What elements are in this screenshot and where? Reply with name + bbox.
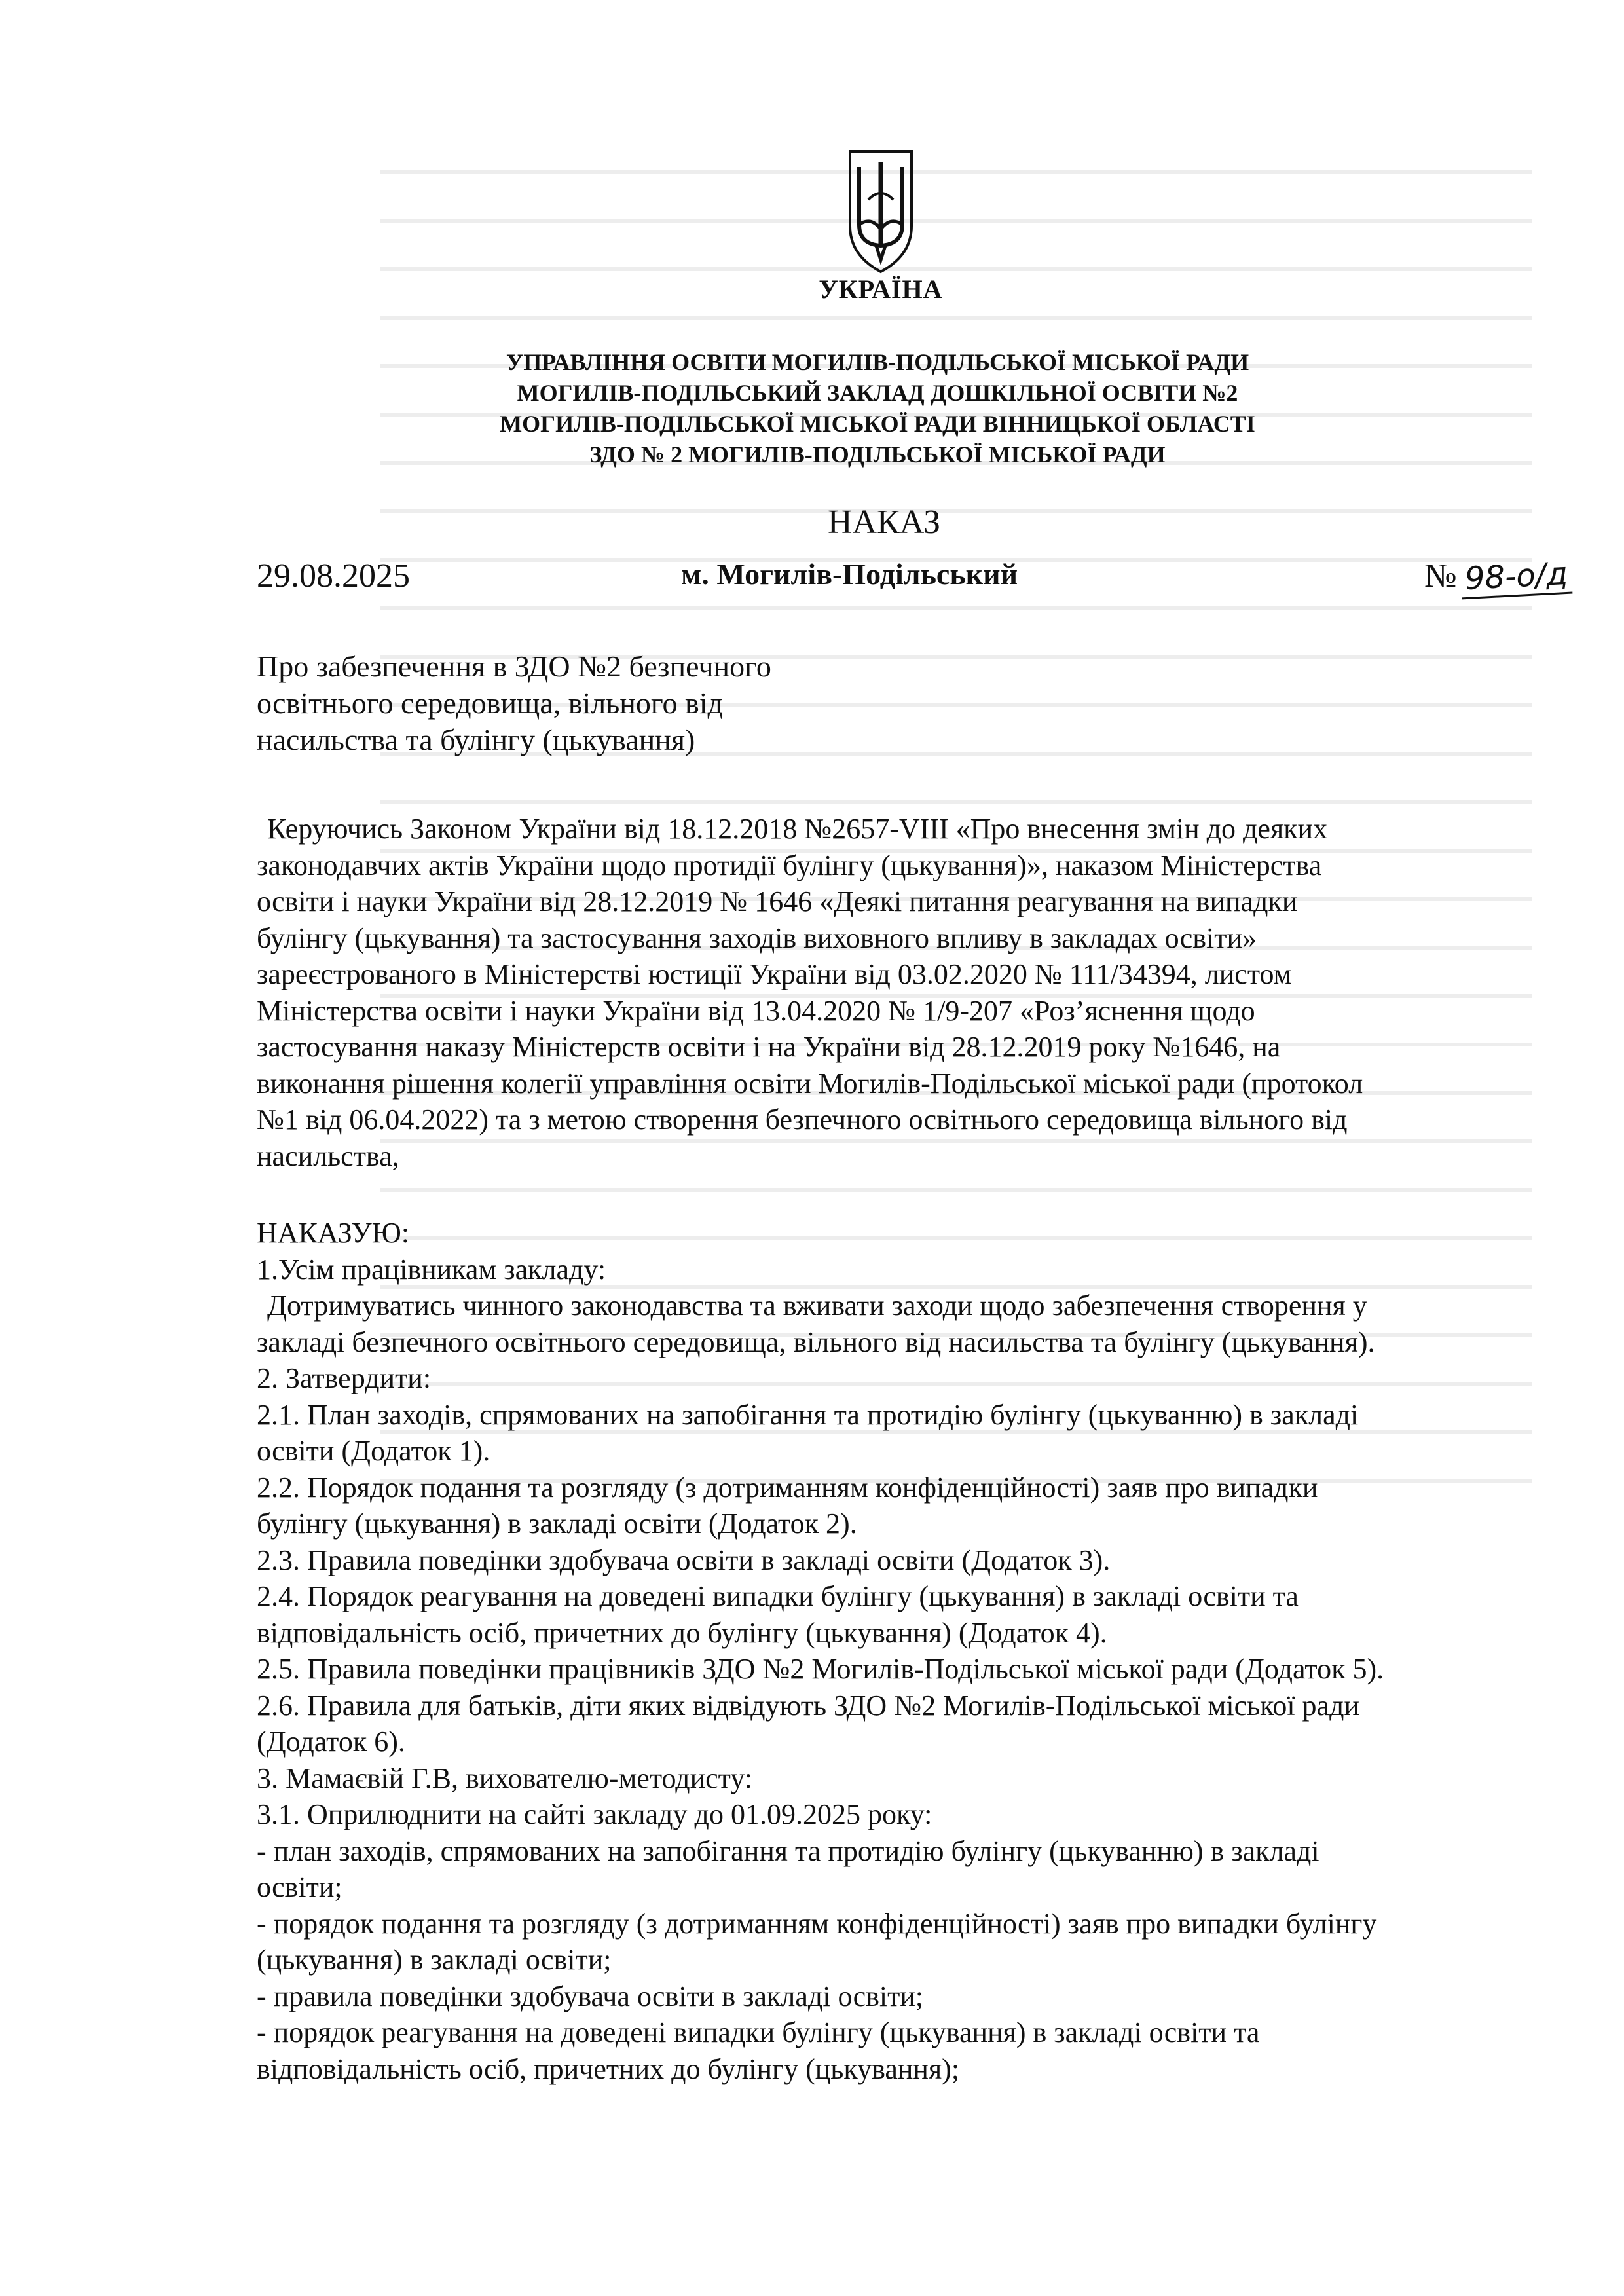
subject-line: освітнього середовища, вільного від [257, 686, 723, 720]
subject-line: насильства та булінгу (цькування) [257, 723, 695, 756]
order-item: освіти (Додаток 1). [257, 1435, 490, 1467]
preamble-line: застосування наказу Міністерств освіти і на України від 28.12.2019 року №1646, на [257, 1031, 1281, 1063]
order-item: - правила поведінки здобувача освіти в закладі освіти; [257, 1980, 924, 2012]
order-item: (Додаток 6). [257, 1726, 405, 1758]
preamble-line: насильства, [257, 1139, 399, 1172]
preamble-line: виконання рішення колегії управління освіти Могилів-Подільської міської ради (протокол [257, 1067, 1363, 1100]
order-item: 2.5. Правила поведінки працівників ЗДО №2 Могилів-Подільської міської ради (Додаток 5). [257, 1653, 1384, 1685]
document-type: НАКАЗ [827, 504, 941, 541]
preamble-line: Керуючись Законом України від 18.12.2018 №2657-VIII «Про внесення змін до деяких [267, 813, 1328, 845]
order-item: - порядок подання та розгляду (з дотриманням конфіденційності) заяв про випадки булінгу [257, 1907, 1377, 1940]
order-item: відповідальність осіб, причетних до булінгу (цькування); [257, 2052, 960, 2085]
order-item: Дотримуватись чинного законодавства та вживати заходи щодо забезпечення створення у [267, 1289, 1367, 1322]
orders-heading: НАКАЗУЮ: [257, 1217, 410, 1249]
order-item: булінгу (цькування) в закладі освіти (Додаток 2). [257, 1508, 857, 1540]
order-city: м. Могилів-Подільський [681, 557, 1018, 591]
header-line: ЗДО № 2 МОГИЛІВ-ПОДІЛЬСЬКОЇ МІСЬКОЇ РАДИ [589, 441, 1166, 468]
number-sign: № [1424, 557, 1457, 595]
order-item: 2.4. Порядок реагування на доведені випадки булінгу (цькування) в закладі освіти та [257, 1580, 1299, 1612]
subject-line: Про забезпечення в ЗДО №2 безпечного [257, 650, 771, 683]
preamble-line: зареєстрованого в Міністерстві юстиції України від 03.02.2020 № 111/34394, листом [257, 958, 1292, 990]
order-item: освіти; [257, 1871, 342, 1903]
institution-header [393, 347, 1362, 470]
trident-emblem-icon [845, 147, 917, 275]
preamble-line: освіти і науки України від 28.12.2019 № 1646 «Деякі питання реагування на випадки [257, 885, 1298, 917]
header-line: УПРАВЛІННЯ ОСВІТИ МОГИЛІВ-ПОДІЛЬСЬКОЇ МІСЬКОЇ РАДИ [506, 349, 1249, 375]
preamble-line: №1 від 06.04.2022) та з метою створення безпечного освітнього середовища вільного від [257, 1103, 1348, 1136]
order-subject [257, 648, 925, 758]
country-name: УКРАЇНА [819, 274, 943, 304]
order-item: 1.Усім працівникам закладу: [257, 1253, 606, 1286]
order-item: відповідальність осіб, причетних до булінгу (цькування) (Додаток 4). [257, 1616, 1107, 1649]
preamble-line: Міністерства освіти і науки України від 13.04.2020 № 1/9-207 «Роз’яснення щодо [257, 994, 1255, 1027]
order-body [257, 811, 1547, 2087]
header-line: МОГИЛІВ-ПОДІЛЬСЬКИЙ ЗАКЛАД ДОШКІЛЬНОЇ ОСВІТИ №2 [517, 380, 1238, 406]
order-item: (цькування) в закладі освіти; [257, 1944, 612, 1976]
handwritten-number: 98-о/д [1460, 555, 1572, 600]
preamble-line: законодавчих актів України щодо протидії булінгу (цькування)», наказом Міністерства [257, 849, 1322, 881]
order-item: закладі безпечного освітнього середовища, вільного від насильства та булінгу (цькування). [257, 1325, 1375, 1358]
preamble-line: булінгу (цькування) та застосування заходів виховного впливу в закладах освіти» [257, 921, 1257, 954]
order-number [1424, 557, 1572, 597]
order-item: 2.3. Правила поведінки здобувача освіти в закладі освіти (Додаток 3). [257, 1544, 1111, 1576]
order-item: 2.1. План заходів, спрямованих на запобігання та протидію булінгу (цькуванню) в закладі [257, 1398, 1359, 1431]
order-item: 2.6. Правила для батьків, діти яких відвідують ЗДО №2 Могилів-Подільської міської ради [257, 1689, 1360, 1722]
order-item: 2. Затвердити: [257, 1362, 432, 1394]
header-line: МОГИЛІВ-ПОДІЛЬСЬКОЇ МІСЬКОЇ РАДИ ВІННИЦЬКОЇ ОБЛАСТІ [500, 411, 1255, 437]
order-item: 2.2. Порядок подання та розгляду (з дотриманням конфіденційності) заяв про випадки [257, 1471, 1318, 1504]
order-date: 29.08.2025 [257, 557, 410, 595]
order-item: - план заходів, спрямованих на запобігання та протидію булінгу (цькуванню) в закладі [257, 1834, 1320, 1867]
order-item: 3. Мамаєвій Г.В, вихователю-методисту: [257, 1762, 752, 1794]
order-item: - порядок реагування на доведені випадки булінгу (цькування) в закладі освіти та [257, 2016, 1260, 2048]
order-item: 3.1. Оприлюднити на сайті закладу до 01.09.2025 року: [257, 1798, 932, 1830]
